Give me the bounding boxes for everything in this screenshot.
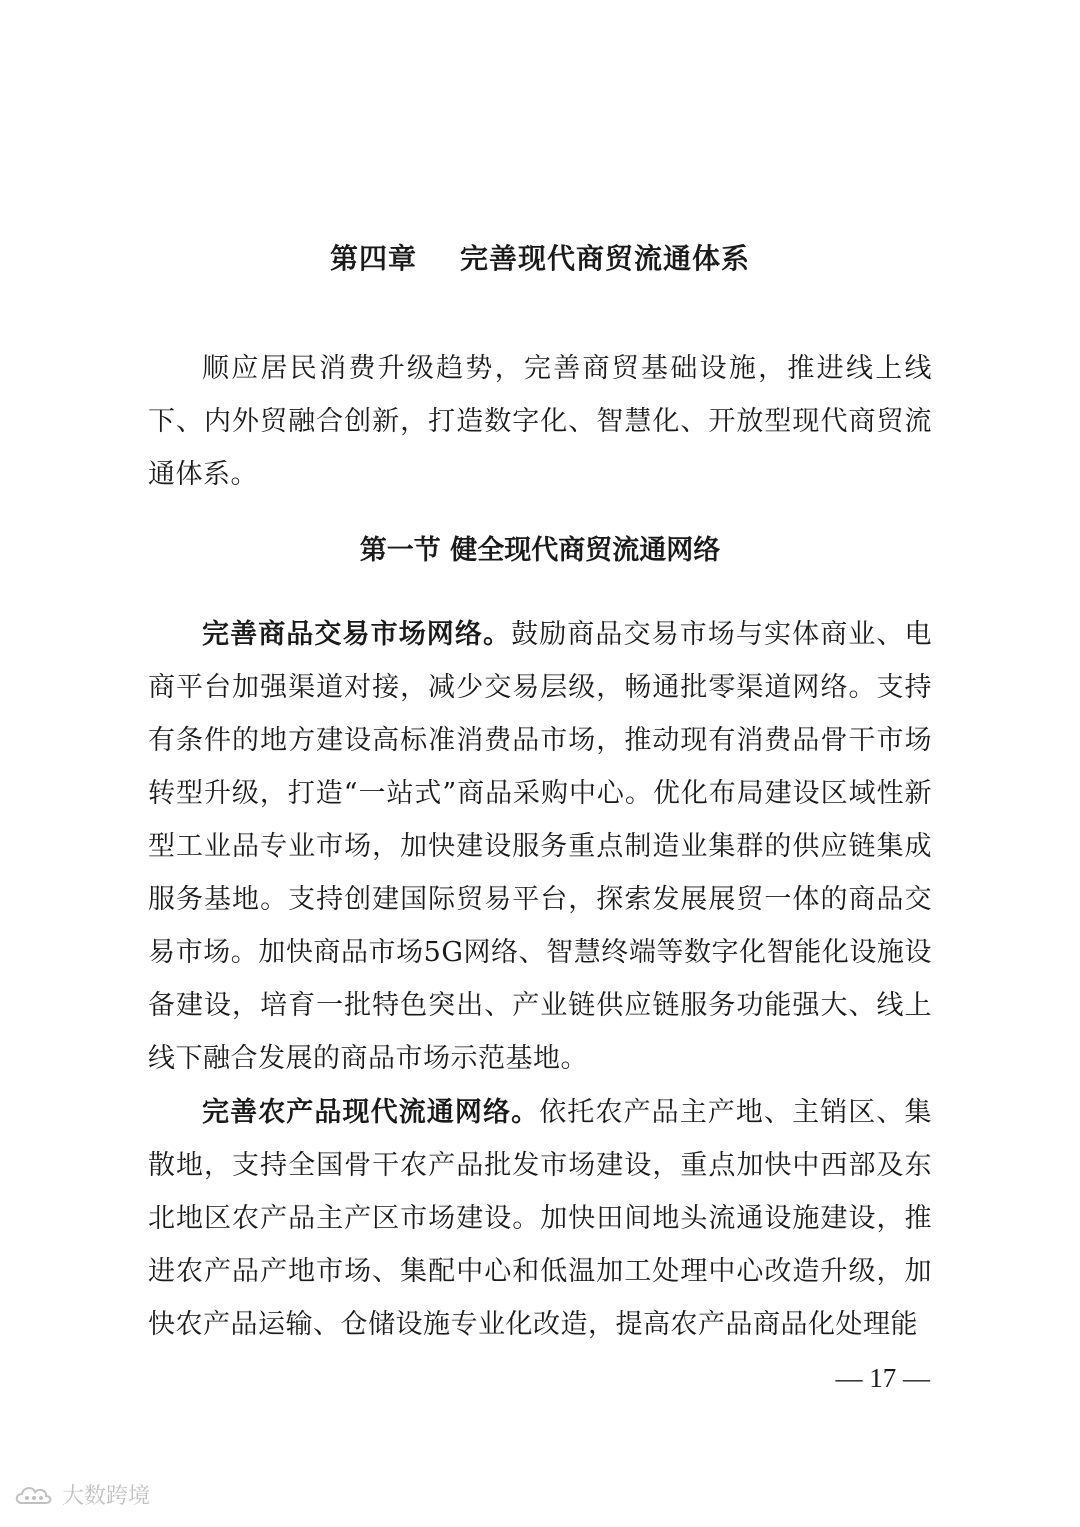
paragraph-agri-network <box>148 1086 932 1351</box>
page-number: — 17 — <box>835 1363 930 1393</box>
paragraph-body: 依托农产品主产地、主销区、集散地，支持全国骨干农产品批发市场建设，重点加快中西部及东北地区农产品主产区市场建设。加快田间地头流通设施建设，推进农产品产地市场、集配中心和低温加工处理中心改造升级，加快农产品运输、仓储设施专业化改造，提高农产品商品化处理能 <box>148 1097 933 1340</box>
paragraph-body: 鼓励商品交易市场与实体商业、电商平台加强渠道对接，减少交易层级，畅通批零渠道网络。支持有条件的地方建设高标准消费品市场，推动现有消费品骨干市场转型升级，打造“一站式”商品采购中心。优化布局建设区域性新型工业品专业市场，加快建设服务重点制造业集群的供应链集成服务基地。支持创建国际贸易平台，探索发展展贸一体的商品交易市场。加快商品市场5G网络、智慧终端等数字化智能化设施设备建设，培育一批特色突出、产业链供应链服务功能强大、线上线下融合发展的商品市场示范基地。 <box>148 619 933 1074</box>
watermark-text: 大数跨境 <box>62 1483 151 1509</box>
cloud-logo-icon <box>12 1479 56 1509</box>
paragraph-lead: 完善商品交易市场网络。 <box>202 619 512 650</box>
intro-paragraph: 顺应居民消费升级趋势，完善商贸基础设施，推进线上线下、内外贸融合创新，打造数字化、智慧化、开放型现代商贸流通体系。 <box>148 353 932 490</box>
section-title: 第一节 健全现代商贸流通网络 <box>359 535 721 566</box>
paragraph-lead: 完善农产品现代流通网络。 <box>202 1097 540 1128</box>
watermark <box>12 1472 150 1516</box>
paragraph-market-network <box>148 608 932 1085</box>
chapter-title: 第四章 完善现代商贸流通体系 <box>330 242 750 275</box>
